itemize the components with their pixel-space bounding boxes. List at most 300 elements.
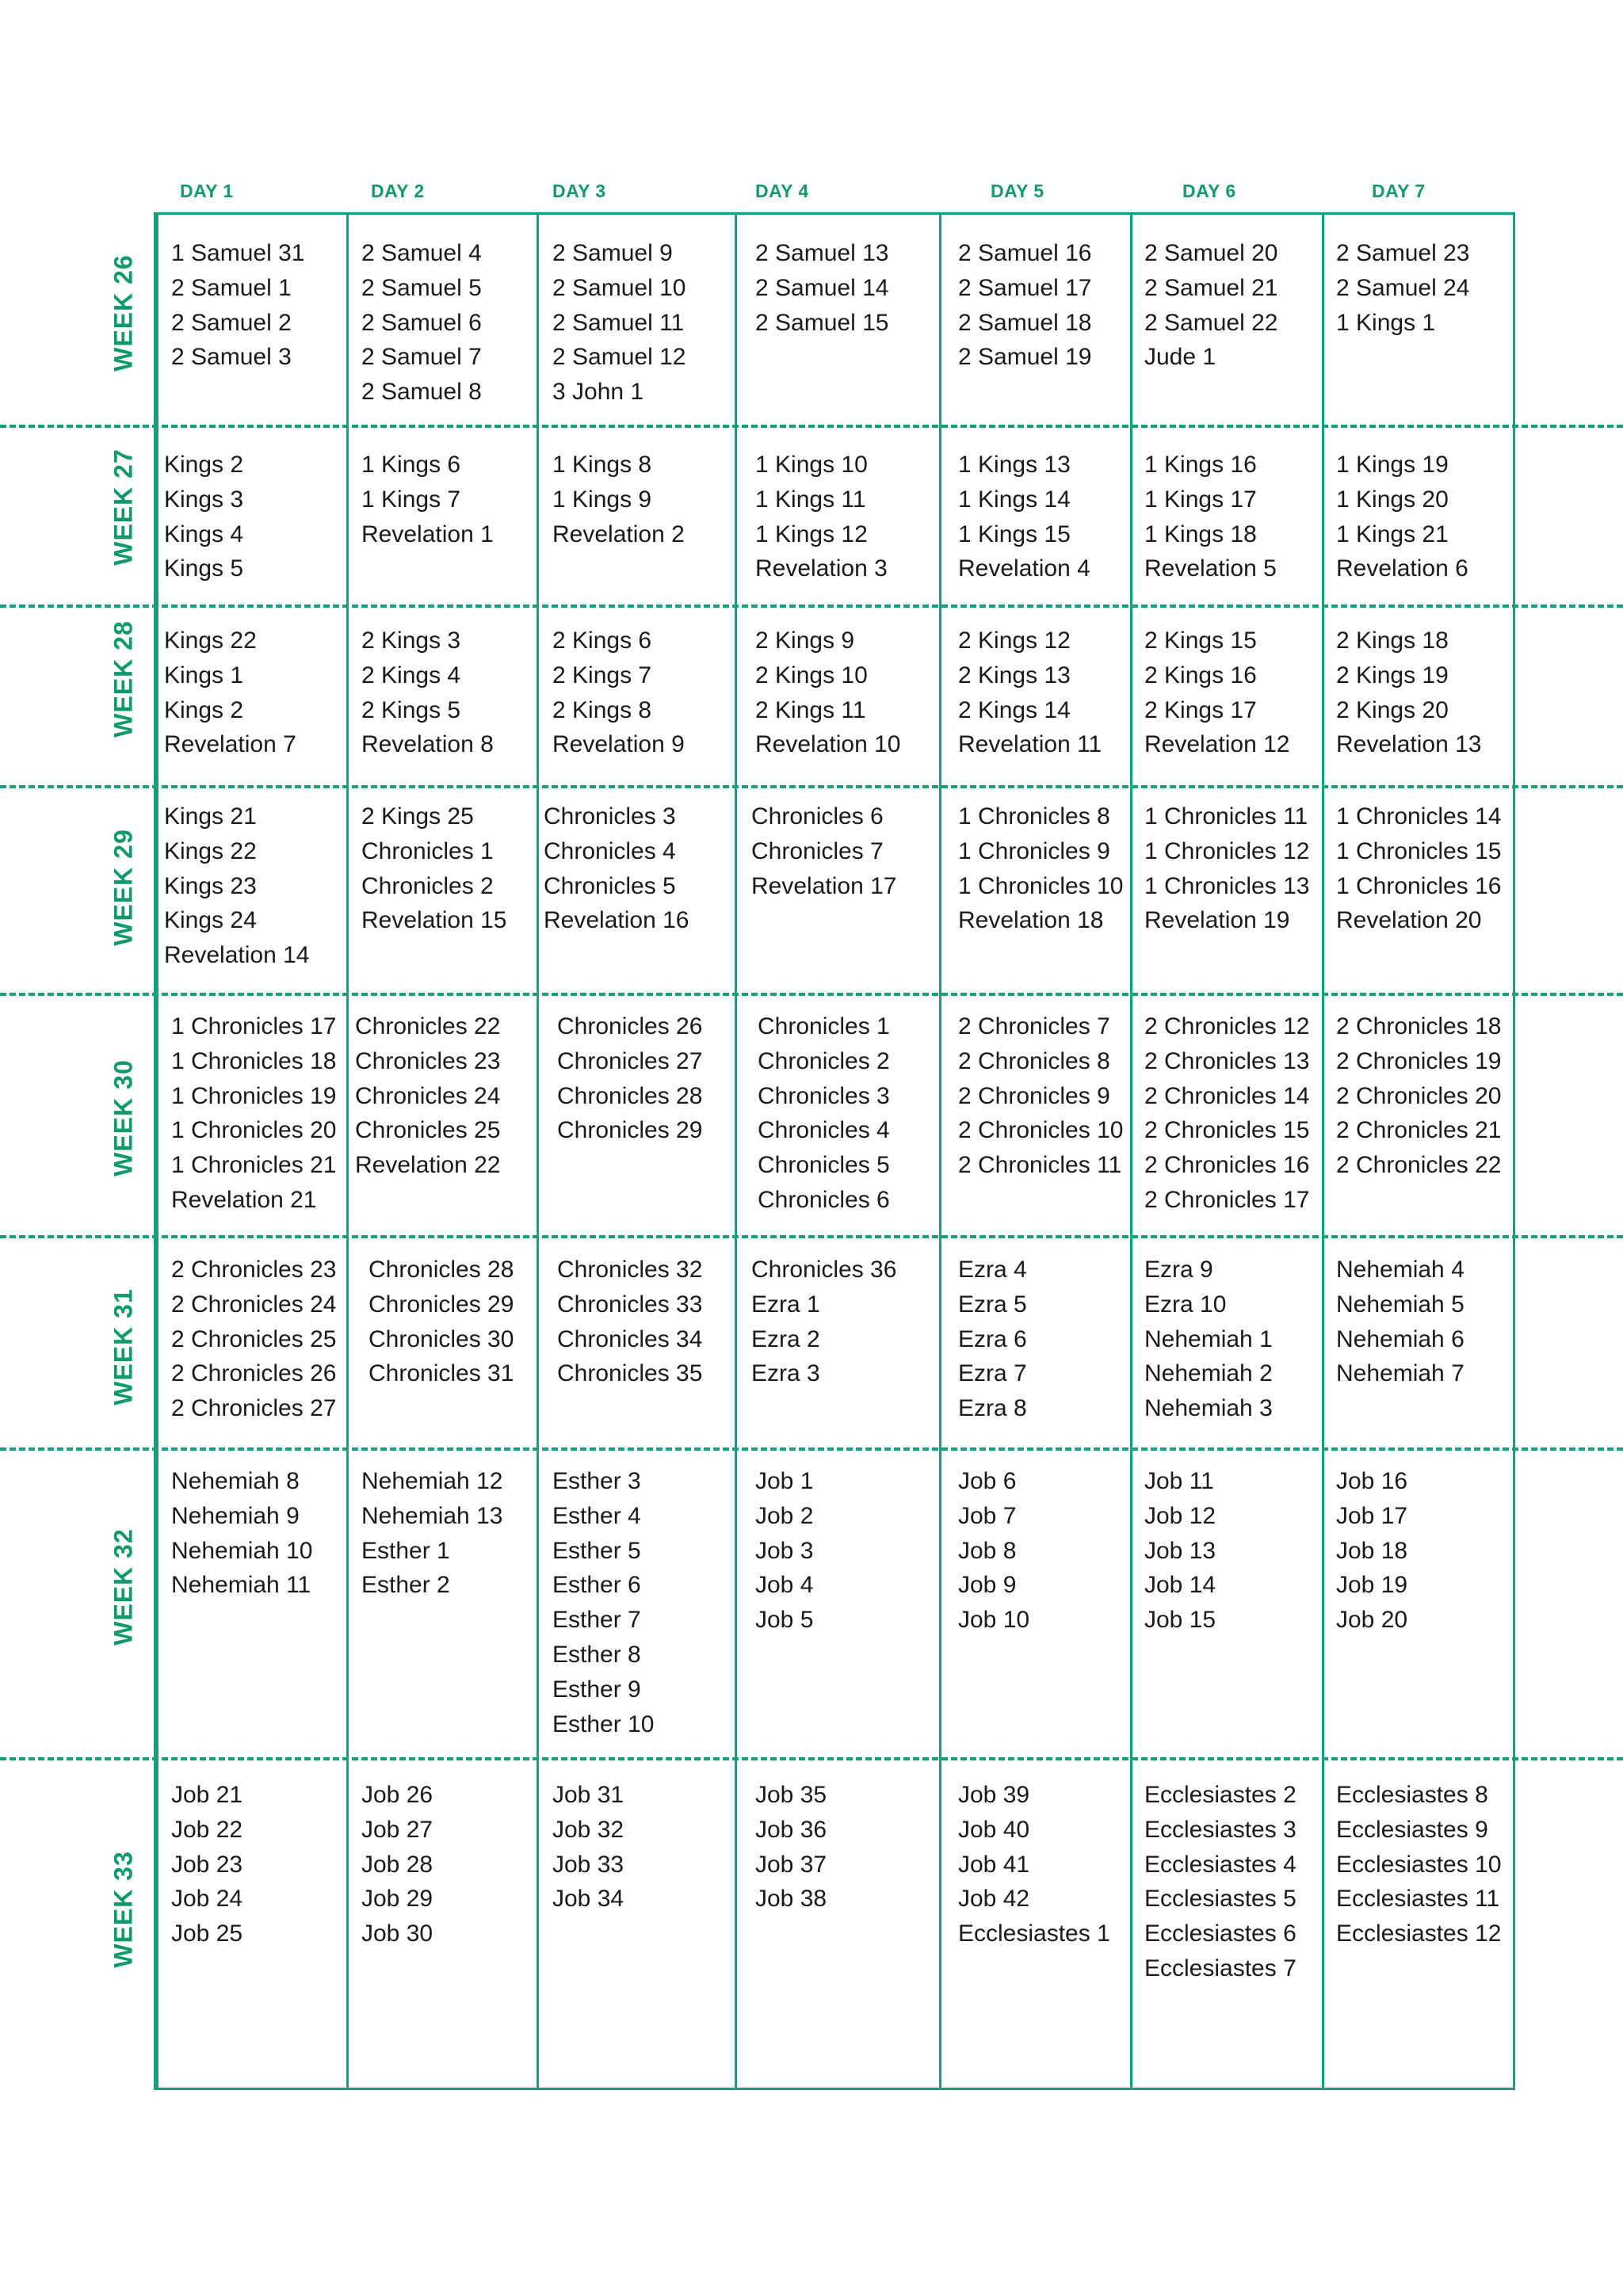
reading-entry: 1 Kings 9 (552, 486, 652, 513)
reading-entry: Ezra 5 (958, 1291, 1027, 1318)
reading-entry: Job 37 (755, 1851, 827, 1878)
day-header: DAY 5 (991, 181, 1044, 201)
reading-entry: 1 Kings 8 (552, 452, 652, 478)
reading-entry: Job 35 (755, 1782, 827, 1808)
reading-entry: Chronicles 5 (758, 1152, 890, 1179)
reading-entry: 2 Samuel 19 (958, 344, 1092, 371)
reading-entry: 2 Kings 20 (1336, 696, 1449, 723)
reading-cell (164, 799, 309, 973)
row-divider (0, 785, 1623, 788)
reading-entry: Ezra 10 (1144, 1291, 1227, 1318)
reading-entry: 2 Chronicles 23 (171, 1257, 337, 1283)
reading-entry: 1 Chronicles 10 (958, 872, 1124, 899)
row-divider (0, 1757, 1623, 1760)
reading-entry: 2 Samuel 22 (1144, 309, 1278, 336)
reading-entry: 1 Chronicles 20 (171, 1117, 337, 1144)
reading-entry: Revelation 7 (164, 731, 296, 758)
reading-entry: 1 Kings 21 (1336, 521, 1449, 547)
reading-entry: 2 Samuel 3 (171, 344, 292, 371)
reading-entry: 2 Kings 14 (958, 696, 1071, 723)
reading-entry: Job 7 (958, 1502, 1017, 1529)
reading-entry: Job 24 (171, 1886, 243, 1913)
reading-entry: 2 Samuel 6 (361, 309, 482, 336)
reading-entry: 1 Kings 12 (755, 521, 868, 547)
reading-entry: Job 33 (552, 1851, 624, 1878)
row-divider (0, 1447, 1623, 1451)
reading-entry: 1 Kings 14 (958, 486, 1071, 513)
reading-entry: 1 Kings 11 (755, 486, 866, 513)
reading-entry: 2 Chronicles 18 (1336, 1013, 1502, 1039)
reading-entry: Revelation 10 (755, 731, 901, 758)
day-header: DAY 2 (371, 181, 425, 201)
reading-entry: Revelation 22 (355, 1152, 501, 1179)
reading-entry: 1 Chronicles 21 (171, 1152, 337, 1179)
reading-entry: Revelation 18 (958, 907, 1104, 934)
day-header: DAY 1 (180, 181, 234, 201)
reading-entry: Jude 1 (1144, 344, 1216, 371)
reading-entry: Kings 21 (164, 803, 257, 830)
reading-entry: 2 Kings 13 (958, 662, 1071, 688)
reading-entry: Job 19 (1336, 1572, 1408, 1599)
reading-entry: Chronicles 1 (361, 837, 494, 864)
column-divider (1130, 212, 1132, 2090)
reading-entry: 2 Chronicles 13 (1144, 1047, 1310, 1074)
reading-entry: Revelation 16 (544, 907, 689, 934)
reading-entry: Kings 3 (164, 486, 244, 513)
reading-cell (755, 448, 888, 586)
day-header: DAY 3 (552, 181, 606, 201)
reading-entry: 1 Kings 7 (361, 486, 461, 513)
reading-entry: Job 14 (1144, 1572, 1216, 1599)
reading-cell (552, 1778, 624, 1917)
reading-entry: 2 Kings 11 (755, 696, 866, 723)
reading-entry: Ezra 2 (751, 1325, 820, 1352)
reading-cell (1144, 448, 1277, 586)
reading-entry: 1 Chronicles 16 (1336, 872, 1502, 899)
reading-entry: 1 Kings 10 (755, 452, 868, 478)
reading-cell (361, 448, 494, 551)
reading-entry: Ecclesiastes 8 (1336, 1782, 1488, 1808)
reading-entry: Revelation 14 (164, 942, 310, 969)
reading-entry: Ecclesiastes 11 (1336, 1886, 1500, 1913)
reading-entry: 2 Kings 16 (1144, 662, 1257, 688)
reading-cell (164, 448, 243, 586)
reading-entry: Chronicles 4 (758, 1117, 890, 1144)
row-divider (0, 425, 1623, 428)
reading-cell (369, 1253, 514, 1391)
day-header: DAY 4 (755, 181, 809, 201)
reading-entry: 2 Chronicles 26 (171, 1360, 337, 1387)
reading-entry: 2 Samuel 11 (552, 309, 685, 336)
reading-entry: Chronicles 32 (557, 1257, 703, 1283)
reading-entry: Nehemiah 7 (1336, 1360, 1465, 1387)
reading-entry: Job 3 (755, 1537, 814, 1564)
reading-entry: 2 Kings 25 (361, 803, 474, 830)
reading-cell (755, 1464, 813, 1638)
reading-cell (958, 624, 1102, 762)
reading-cell (552, 1464, 654, 1741)
reading-entry: Kings 2 (164, 452, 244, 478)
reading-entry: Kings 2 (164, 696, 244, 723)
reading-entry: Job 16 (1336, 1468, 1408, 1494)
reading-entry: 1 Kings 13 (958, 452, 1071, 478)
reading-cell (1336, 799, 1501, 938)
reading-entry: Chronicles 26 (557, 1013, 703, 1039)
reading-entry: Chronicles 4 (544, 837, 676, 864)
reading-entry: Ezra 7 (958, 1360, 1027, 1387)
reading-cell (361, 799, 506, 938)
reading-cell (958, 1778, 1110, 1951)
reading-entry: Kings 22 (164, 627, 257, 654)
column-divider (735, 212, 737, 2090)
reading-cell (1144, 624, 1289, 762)
reading-entry: 2 Kings 17 (1144, 696, 1257, 723)
column-divider (537, 212, 539, 2090)
reading-entry: Nehemiah 10 (171, 1537, 313, 1564)
reading-entry: Job 17 (1336, 1502, 1408, 1529)
week-label-text: WEEK 28 (109, 620, 138, 738)
reading-entry: 2 Samuel 2 (171, 309, 292, 336)
reading-entry: Kings 4 (164, 521, 244, 547)
reading-entry: Nehemiah 11 (171, 1572, 311, 1599)
reading-entry: Esther 7 (552, 1607, 641, 1634)
reading-entry: Nehemiah 2 (1144, 1360, 1273, 1387)
reading-entry: 2 Chronicles 10 (958, 1117, 1124, 1144)
reading-entry: Job 9 (958, 1572, 1017, 1599)
reading-entry: Kings 22 (164, 837, 257, 864)
reading-entry: 2 Samuel 23 (1336, 240, 1470, 266)
reading-cell (171, 1464, 312, 1603)
reading-entry: Revelation 12 (1144, 731, 1290, 758)
reading-entry: 2 Chronicles 11 (958, 1152, 1122, 1179)
reading-entry: Chronicles 33 (557, 1291, 703, 1318)
reading-entry: Chronicles 1 (758, 1013, 890, 1039)
reading-entry: Job 26 (361, 1782, 433, 1808)
reading-entry: Kings 5 (164, 555, 244, 582)
reading-entry: Job 20 (1336, 1607, 1408, 1634)
reading-cell (164, 624, 296, 762)
reading-cell (557, 1009, 702, 1148)
reading-entry: Job 28 (361, 1851, 433, 1878)
week-label-text: WEEK 29 (109, 829, 138, 946)
reading-entry: Chronicles 30 (369, 1325, 514, 1352)
reading-entry: 2 Samuel 7 (361, 344, 482, 371)
reading-cell (361, 624, 494, 762)
reading-entry: 2 Chronicles 19 (1336, 1047, 1502, 1074)
reading-cell (557, 1253, 702, 1391)
reading-entry: Chronicles 34 (557, 1325, 703, 1352)
reading-entry: Nehemiah 4 (1336, 1257, 1465, 1283)
reading-cell (361, 236, 482, 410)
reading-entry: 1 Kings 1 (1336, 309, 1436, 336)
reading-entry: Esther 3 (552, 1468, 641, 1494)
reading-entry: Nehemiah 9 (171, 1502, 300, 1529)
reading-entry: Ezra 8 (958, 1395, 1027, 1422)
reading-entry: Revelation 4 (958, 555, 1090, 582)
reading-entry: Ecclesiastes 1 (958, 1920, 1110, 1947)
reading-entry: Job 5 (755, 1607, 814, 1634)
reading-entry: 2 Kings 6 (552, 627, 652, 654)
reading-entry: Ecclesiastes 4 (1144, 1851, 1296, 1878)
reading-cell (958, 1009, 1123, 1183)
reading-cell (1144, 236, 1277, 375)
reading-entry: Job 32 (552, 1816, 624, 1843)
reading-entry: Job 21 (171, 1782, 243, 1808)
reading-entry: Kings 23 (164, 872, 257, 899)
reading-entry: 2 Samuel 1 (171, 274, 292, 301)
reading-entry: 2 Chronicles 7 (958, 1013, 1110, 1039)
reading-entry: Ezra 4 (958, 1257, 1027, 1283)
reading-entry: Job 4 (755, 1572, 814, 1599)
week-label-text: WEEK 33 (109, 1851, 138, 1968)
reading-entry: Revelation 21 (171, 1186, 317, 1213)
reading-entry: 2 Kings 12 (958, 627, 1071, 654)
reading-entry: Revelation 17 (751, 872, 897, 899)
reading-entry: 2 Samuel 14 (755, 274, 889, 301)
reading-entry: Chronicles 5 (544, 872, 676, 899)
reading-entry: Ecclesiastes 2 (1144, 1782, 1296, 1808)
reading-entry: Esther 2 (361, 1572, 450, 1599)
reading-entry: 1 Chronicles 13 (1144, 872, 1310, 899)
reading-entry: 1 Chronicles 19 (171, 1082, 337, 1109)
reading-entry: 1 Samuel 31 (171, 240, 305, 266)
reading-entry: Esther 10 (552, 1711, 655, 1737)
reading-entry: Revelation 11 (958, 731, 1102, 758)
reading-cell (958, 236, 1091, 375)
reading-entry: 1 Kings 6 (361, 452, 461, 478)
reading-entry: 2 Kings 19 (1336, 662, 1449, 688)
reading-entry: 2 Samuel 8 (361, 379, 482, 406)
reading-entry: 2 Chronicles 9 (958, 1082, 1110, 1109)
reading-cell (958, 448, 1090, 586)
reading-entry: Revelation 5 (1144, 555, 1277, 582)
day-header: DAY 6 (1182, 181, 1236, 201)
reading-entry: 1 Kings 16 (1144, 452, 1257, 478)
reading-entry: 2 Samuel 24 (1336, 274, 1470, 301)
reading-entry: 1 Chronicles 11 (1144, 803, 1308, 830)
reading-entry: Chronicles 28 (369, 1257, 514, 1283)
reading-entry: Nehemiah 13 (361, 1502, 503, 1529)
reading-entry: Job 36 (755, 1816, 827, 1843)
day-header: DAY 7 (1372, 181, 1426, 201)
reading-entry: Chronicles 27 (557, 1047, 703, 1074)
reading-cell (1336, 1009, 1501, 1183)
reading-cell (958, 1464, 1029, 1638)
reading-entry: Chronicles 24 (355, 1082, 501, 1109)
reading-cell (1144, 799, 1309, 938)
reading-entry: Kings 1 (164, 662, 244, 688)
reading-entry: Esther 4 (552, 1502, 641, 1529)
reading-entry: 2 Chronicles 12 (1144, 1013, 1310, 1039)
reading-entry: 2 Chronicles 27 (171, 1395, 337, 1422)
reading-entry: Esther 8 (552, 1641, 641, 1668)
week-label-text: WEEK 27 (109, 448, 138, 566)
reading-entry: Chronicles 7 (751, 837, 884, 864)
reading-entry: Job 30 (361, 1920, 433, 1947)
reading-cell (552, 624, 685, 762)
reading-entry: Ecclesiastes 12 (1336, 1920, 1502, 1947)
reading-entry: 1 Kings 17 (1144, 486, 1257, 513)
reading-entry: Revelation 15 (361, 907, 507, 934)
reading-entry: 1 Chronicles 15 (1336, 837, 1502, 864)
column-divider (346, 212, 349, 2090)
reading-entry: Job 34 (552, 1886, 624, 1913)
reading-entry: 2 Kings 3 (361, 627, 461, 654)
reading-entry: 1 Chronicles 18 (171, 1047, 337, 1074)
reading-entry: Revelation 19 (1144, 907, 1290, 934)
reading-entry: Chronicles 6 (758, 1186, 890, 1213)
week-label-text: WEEK 26 (109, 254, 138, 372)
reading-entry: 2 Chronicles 16 (1144, 1152, 1310, 1179)
reading-cell (751, 799, 896, 903)
reading-cell (361, 1778, 433, 1951)
reading-entry: Job 38 (755, 1886, 827, 1913)
reading-entry: Job 40 (958, 1816, 1030, 1843)
reading-entry: Job 8 (958, 1537, 1017, 1564)
reading-entry: Ezra 3 (751, 1360, 820, 1387)
reading-entry: 2 Samuel 9 (552, 240, 673, 266)
reading-entry: 2 Chronicles 15 (1144, 1117, 1310, 1144)
row-divider (0, 605, 1623, 608)
reading-entry: 2 Chronicles 21 (1336, 1117, 1502, 1144)
reading-entry: 3 John 1 (552, 379, 644, 406)
reading-cell (755, 236, 888, 340)
grid-left-border (154, 212, 158, 2090)
reading-entry: Chronicles 28 (557, 1082, 703, 1109)
reading-entry: Job 11 (1144, 1468, 1214, 1494)
reading-entry: Job 18 (1336, 1537, 1408, 1564)
reading-entry: Job 13 (1144, 1537, 1216, 1564)
reading-cell (552, 236, 685, 410)
reading-cell (355, 1009, 500, 1183)
reading-entry: 2 Chronicles 14 (1144, 1082, 1310, 1109)
reading-entry: Job 39 (958, 1782, 1030, 1808)
reading-cell (171, 1253, 336, 1426)
reading-entry: Revelation 6 (1336, 555, 1468, 582)
reading-entry: Ezra 9 (1144, 1257, 1213, 1283)
reading-entry: 2 Samuel 18 (958, 309, 1092, 336)
reading-entry: Chronicles 36 (751, 1257, 897, 1283)
reading-entry: Esther 5 (552, 1537, 641, 1564)
reading-entry: Nehemiah 8 (171, 1468, 300, 1494)
reading-entry: 2 Chronicles 20 (1336, 1082, 1502, 1109)
reading-entry: Nehemiah 1 (1144, 1325, 1273, 1352)
reading-entry: Job 6 (958, 1468, 1017, 1494)
reading-entry: 2 Chronicles 22 (1336, 1152, 1502, 1179)
reading-entry: 2 Kings 15 (1144, 627, 1257, 654)
reading-entry: Job 41 (958, 1851, 1030, 1878)
reading-entry: 2 Kings 18 (1336, 627, 1449, 654)
reading-cell (1336, 624, 1481, 762)
reading-cell (1144, 1464, 1216, 1638)
reading-entry: 1 Kings 19 (1336, 452, 1449, 478)
reading-entry: 2 Kings 7 (552, 662, 652, 688)
reading-entry: 1 Chronicles 14 (1336, 803, 1502, 830)
reading-entry: Ecclesiastes 6 (1144, 1920, 1296, 1947)
reading-entry: 2 Samuel 20 (1144, 240, 1278, 266)
reading-entry: Revelation 20 (1336, 907, 1482, 934)
reading-entry: Nehemiah 12 (361, 1468, 503, 1494)
reading-entry: 2 Chronicles 24 (171, 1291, 337, 1318)
week-label-text: WEEK 31 (109, 1288, 138, 1405)
reading-entry: 2 Samuel 12 (552, 344, 686, 371)
reading-entry: Revelation 3 (755, 555, 888, 582)
reading-entry: 2 Samuel 10 (552, 274, 686, 301)
reading-entry: Chronicles 23 (355, 1047, 501, 1074)
reading-entry: Job 2 (755, 1502, 814, 1529)
reading-cell (1144, 1009, 1309, 1218)
reading-entry: Esther 1 (361, 1537, 450, 1564)
reading-entry: Ezra 6 (958, 1325, 1027, 1352)
reading-entry: 1 Chronicles 9 (958, 837, 1110, 864)
reading-entry: Job 22 (171, 1816, 243, 1843)
reading-entry: Chronicles 2 (758, 1047, 890, 1074)
reading-cell (755, 1778, 827, 1917)
week-label-text: WEEK 30 (109, 1059, 138, 1177)
reading-entry: 1 Chronicles 17 (171, 1013, 337, 1039)
reading-entry: Revelation 9 (552, 731, 685, 758)
reading-entry: Job 31 (552, 1782, 624, 1808)
week-label-text: WEEK 32 (109, 1528, 138, 1646)
reading-cell (1144, 1778, 1296, 1986)
reading-entry: Job 15 (1144, 1607, 1216, 1634)
reading-cell (171, 236, 304, 375)
reading-entry: 2 Samuel 16 (958, 240, 1092, 266)
reading-entry: 1 Kings 15 (958, 521, 1071, 547)
reading-entry: Nehemiah 6 (1336, 1325, 1465, 1352)
reading-entry: Chronicles 35 (557, 1360, 703, 1387)
reading-entry: Chronicles 29 (369, 1291, 514, 1318)
reading-entry: 1 Kings 20 (1336, 486, 1449, 513)
reading-entry: Esther 9 (552, 1676, 641, 1703)
reading-entry: Chronicles 3 (758, 1082, 890, 1109)
reading-entry: Esther 6 (552, 1572, 641, 1599)
reading-cell (755, 624, 900, 762)
reading-entry: 2 Samuel 17 (958, 274, 1092, 301)
reading-entry: 1 Chronicles 8 (958, 803, 1110, 830)
reading-cell (544, 799, 689, 938)
reading-entry: 2 Kings 4 (361, 662, 461, 688)
reading-entry: Revelation 13 (1336, 731, 1482, 758)
reading-cell (1336, 1778, 1501, 1951)
reading-entry: Kings 24 (164, 907, 257, 934)
reading-entry: 1 Kings 18 (1144, 521, 1257, 547)
reading-entry: Job 23 (171, 1851, 243, 1878)
reading-entry: Job 29 (361, 1886, 433, 1913)
row-divider (0, 993, 1623, 996)
reading-entry: 2 Kings 10 (755, 662, 868, 688)
reading-entry: Chronicles 29 (557, 1117, 703, 1144)
reading-entry: Chronicles 22 (355, 1013, 501, 1039)
reading-entry: 2 Chronicles 8 (958, 1047, 1110, 1074)
reading-cell (751, 1253, 896, 1391)
reading-cell (1336, 448, 1468, 586)
reading-entry: Chronicles 3 (544, 803, 676, 830)
reading-entry: 1 Chronicles 12 (1144, 837, 1310, 864)
reading-cell (1144, 1253, 1273, 1426)
reading-entry: Job 10 (958, 1607, 1030, 1634)
column-divider (939, 212, 941, 2090)
reading-entry: Revelation 1 (361, 521, 494, 547)
reading-entry: Job 42 (958, 1886, 1030, 1913)
reading-entry: 2 Chronicles 25 (171, 1325, 337, 1352)
reading-entry: Revelation 2 (552, 521, 685, 547)
reading-entry: Chronicles 31 (369, 1360, 514, 1387)
reading-entry: Job 27 (361, 1816, 433, 1843)
reading-entry: 2 Chronicles 17 (1144, 1186, 1310, 1213)
reading-cell (171, 1009, 336, 1218)
reading-entry: Ecclesiastes 7 (1144, 1955, 1296, 1981)
